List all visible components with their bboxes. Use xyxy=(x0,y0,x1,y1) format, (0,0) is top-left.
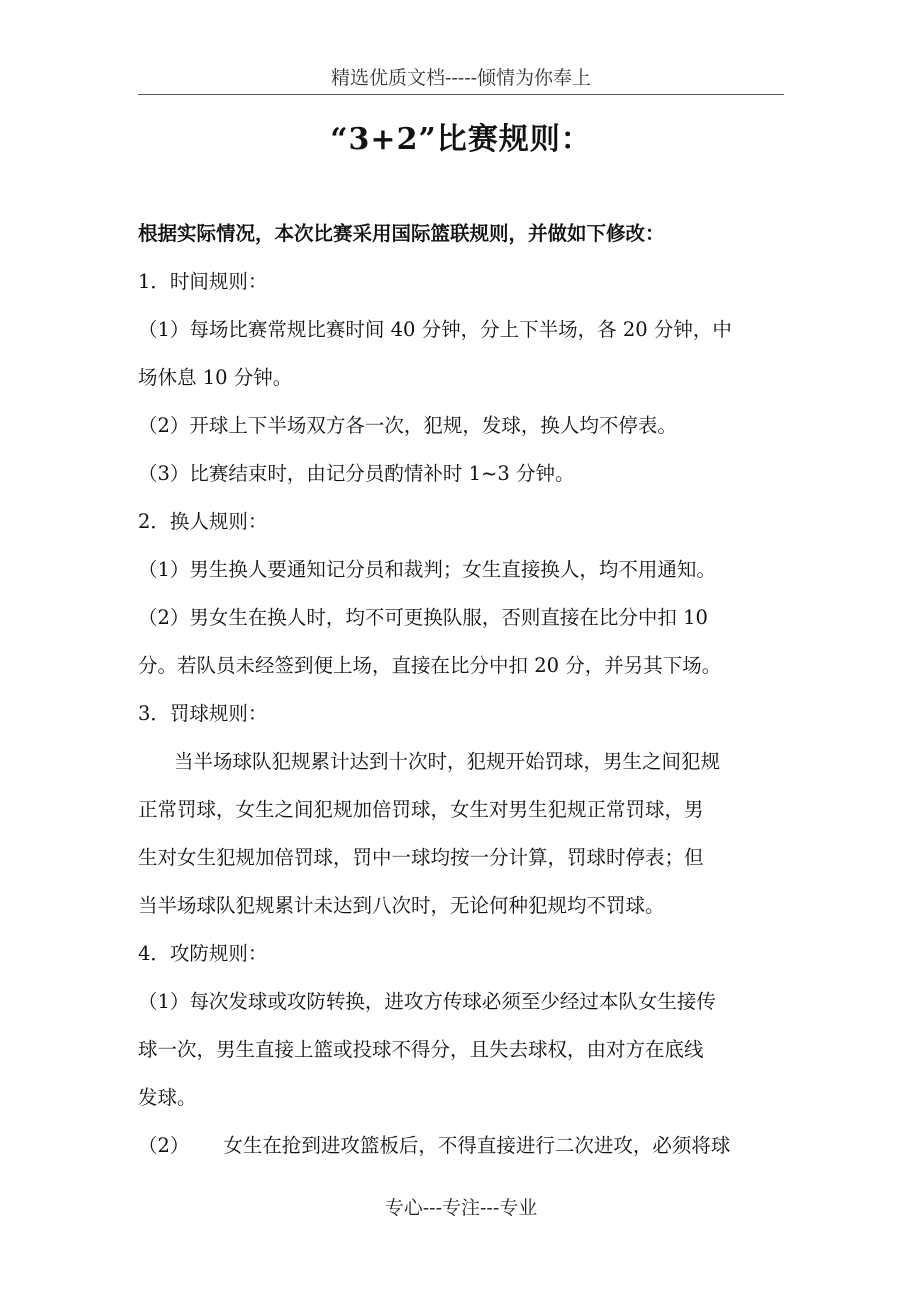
section-heading-free-throw: 3．罚球规则： xyxy=(138,702,268,725)
offense-rule-item-2-text: 女生在抢到进攻篮板后，不得直接进行二次进攻，必须将球 xyxy=(223,1134,731,1157)
offense-rule-item-1-line-1: （1）每次发球或攻防转换，进攻方传球必须至少经过本队女生接传 xyxy=(138,990,716,1013)
substitution-rule-item-1: （1）男生换人要通知记分员和裁判；女生直接换人，均不用通知。 xyxy=(138,558,716,581)
section-heading-time: 1．时间规则： xyxy=(138,270,268,293)
document-title: “3+2”比赛规则： xyxy=(330,122,592,157)
offense-rule-item-1-line-3: 发球。 xyxy=(138,1086,197,1109)
offense-rule-item-2 xyxy=(138,1124,784,1172)
section-heading-substitution: 2．换人规则： xyxy=(138,510,268,533)
page-header: 精选优质文档-----倾情为你奉上 xyxy=(330,67,592,89)
header-divider xyxy=(138,94,784,95)
time-rule-item-1-line-1: （1）每场比赛常规比赛时间 40 分钟，分上下半场，各 20 分钟，中 xyxy=(138,318,732,341)
free-throw-paragraph-line-2: 正常罚球，女生之间犯规加倍罚球，女生对男生犯规正常罚球，男 xyxy=(138,798,704,821)
document-body xyxy=(138,212,784,1172)
offense-rule-item-2-number: （2） xyxy=(138,1134,190,1157)
free-throw-paragraph-line-4: 当半场球队犯规累计未达到八次时，无论何种犯规均不罚球。 xyxy=(138,894,665,917)
substitution-rule-item-2-line-2: 分。若队员未经签到便上场，直接在比分中扣 20 分，并另其下场。 xyxy=(138,654,722,677)
time-rule-item-2: （2）开球上下半场双方各一次，犯规，发球，换人均不停表。 xyxy=(138,414,677,437)
time-rule-item-3: （3）比赛结束时，由记分员酌情补时 1~3 分钟。 xyxy=(138,462,575,485)
section-heading-offense-defense: 4．攻防规则： xyxy=(138,942,268,965)
substitution-rule-item-2-line-1: （2）男女生在换人时，均不可更换队服，否则直接在比分中扣 10 xyxy=(138,606,708,629)
free-throw-paragraph-line-3: 生对女生犯规加倍罚球，罚中一球均按一分计算，罚球时停表；但 xyxy=(138,846,704,869)
free-throw-paragraph-line-1: 当半场球队犯规累计达到十次时，犯规开始罚球，男生之间犯规 xyxy=(174,750,721,773)
intro-paragraph: 根据实际情况，本次比赛采用国际篮联规则，并做如下修改： xyxy=(138,222,665,245)
offense-rule-item-1-line-2: 球一次，男生直接上篮或投球不得分，且失去球权，由对方在底线 xyxy=(138,1038,704,1061)
time-rule-item-1-line-2: 场休息 10 分钟。 xyxy=(138,366,293,389)
page-footer: 专心---专注---专业 xyxy=(384,1197,538,1219)
